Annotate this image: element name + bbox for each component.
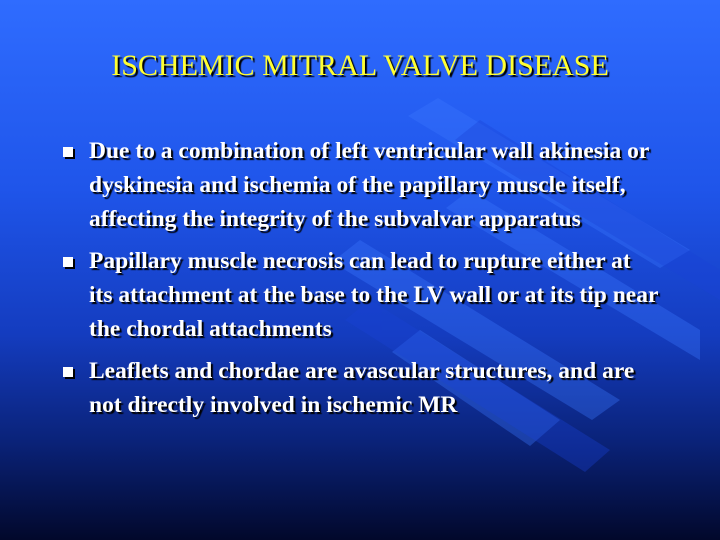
slide-title: ISCHEMIC MITRAL VALVE DISEASE	[111, 49, 609, 82]
square-bullet-icon	[63, 257, 73, 267]
square-bullet-icon	[63, 147, 73, 157]
bullet-text: Leaflets and chordae are avascular structures, and are not directly involved in ischemic MR	[89, 358, 635, 418]
bullet-item	[60, 244, 660, 346]
bullet-text: Due to a combination of left ventricular wall akinesia or dyskinesia and ischemia of the papillary muscle itself, affecting the integrity of the subvalvar apparatus	[89, 138, 649, 232]
bullet-list	[60, 134, 660, 430]
bullet-text: Papillary muscle necrosis can lead to rupture either at its attachment at the base to the LV wall or at its tip near the chordal attachments	[89, 248, 658, 342]
bullet-item	[60, 354, 660, 422]
square-bullet-icon	[63, 367, 73, 377]
bullet-item	[60, 134, 660, 236]
